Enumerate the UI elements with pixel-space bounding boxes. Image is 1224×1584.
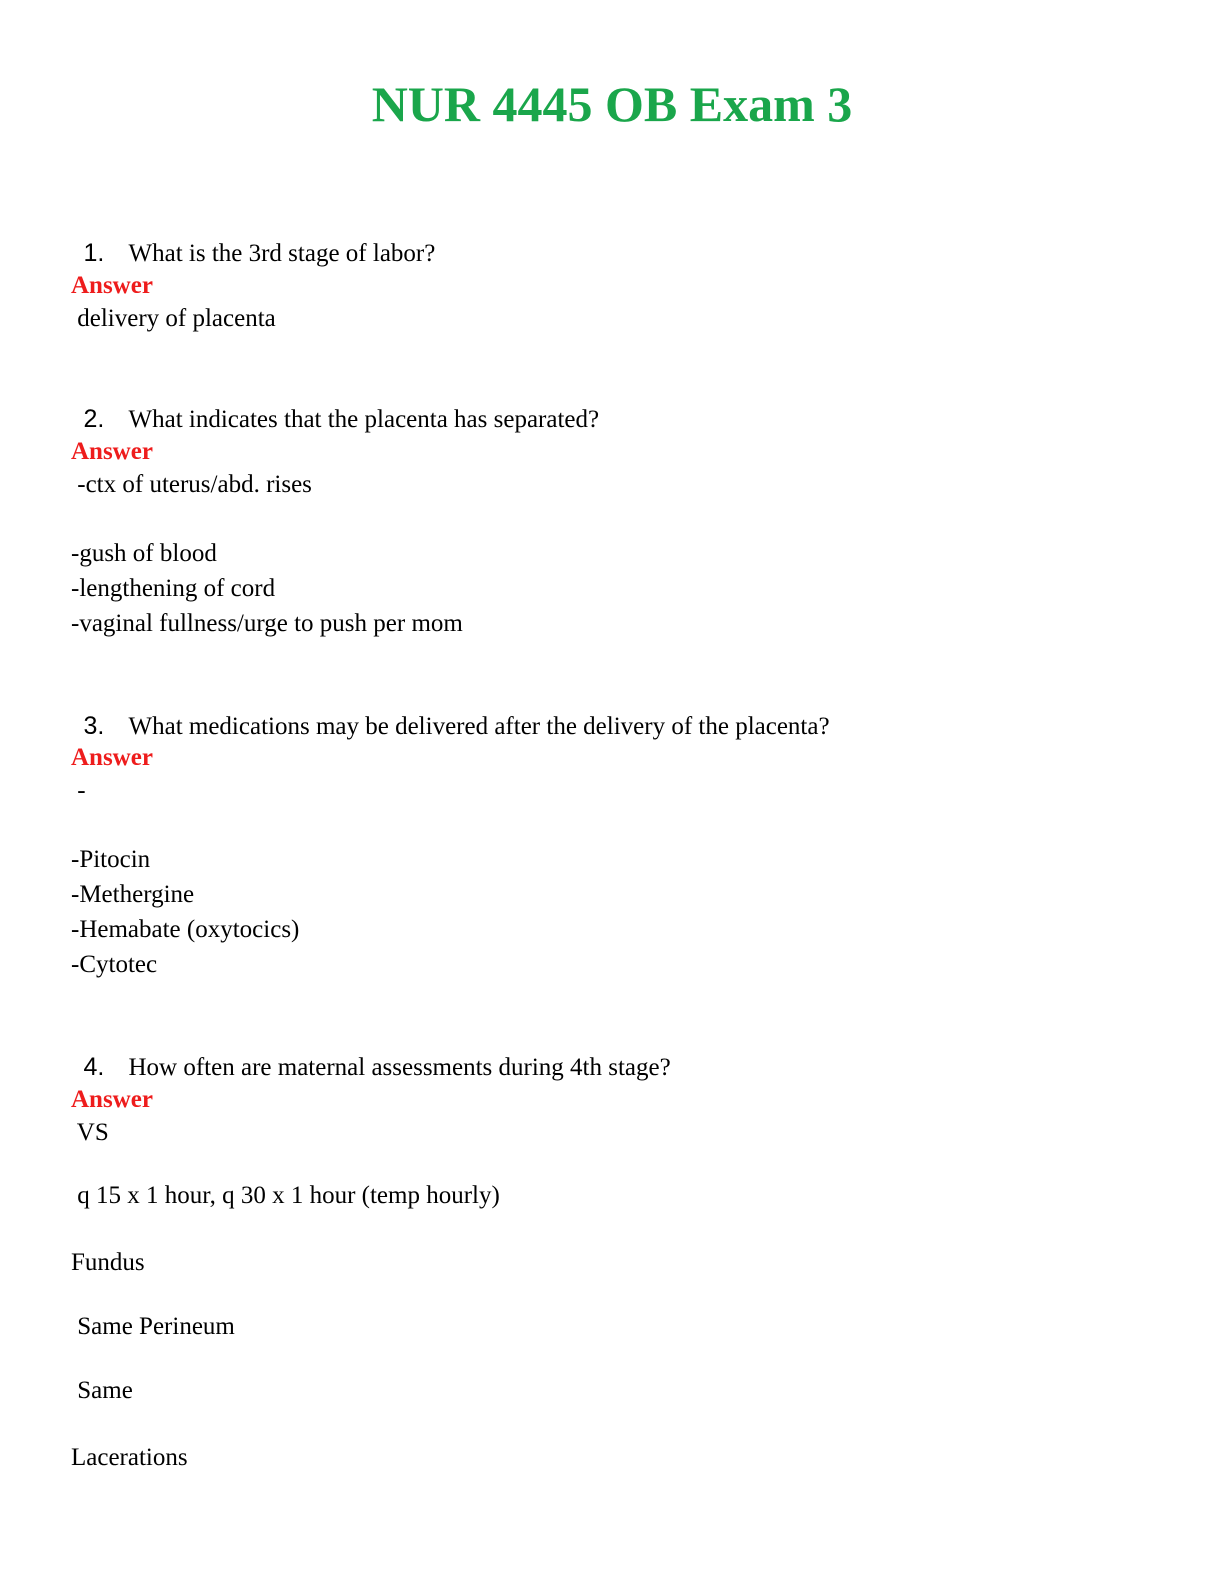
document-title: NUR 4445 OB Exam 3 (371, 76, 853, 132)
answer-line: -lengthening of cord (71, 575, 276, 602)
answer-line: -Hemabate (oxytocics) (71, 916, 300, 943)
question-number: 3. (83, 712, 105, 740)
answer-line: -Methergine (71, 881, 195, 908)
answer-line: -vaginal fullness/urge to push per mom (71, 610, 463, 637)
answer-label: Answer (71, 272, 153, 299)
answer-line: Lacerations (71, 1444, 188, 1471)
answer-line: Same Perineum (71, 1313, 235, 1340)
question-3 (71, 681, 830, 742)
question-number: 1. (83, 239, 105, 267)
question-1 (71, 208, 435, 269)
answer-line: Fundus (71, 1249, 145, 1276)
answer-line: VS (71, 1119, 109, 1146)
question-text: How often are maternal assessments during 4th stage? (128, 1054, 671, 1081)
question-text: What indicates that the placenta has separated? (128, 406, 600, 433)
question-4 (71, 1022, 671, 1083)
answer-line: -Cytotec (71, 951, 158, 978)
answer-line: q 15 x 1 hour, q 30 x 1 hour (temp hourly) (71, 1182, 500, 1209)
question-text: What medications may be delivered after the delivery of the placenta? (128, 713, 830, 740)
question-number: 4. (83, 1053, 105, 1081)
answer-line: Same (71, 1377, 133, 1404)
answer-label: Answer (71, 438, 153, 465)
question-text: What is the 3rd stage of labor? (128, 240, 436, 267)
answer-line: -Pitocin (71, 846, 151, 873)
answer-line: -ctx of uterus/abd. rises (71, 471, 312, 498)
answer-line: -gush of blood (71, 540, 217, 567)
answer-label: Answer (71, 1086, 153, 1113)
question-2 (71, 374, 599, 435)
answer-label: Answer (71, 744, 153, 771)
answer-line: - (71, 777, 86, 804)
answer-line: delivery of placenta (71, 305, 276, 332)
question-number: 2. (83, 405, 105, 433)
